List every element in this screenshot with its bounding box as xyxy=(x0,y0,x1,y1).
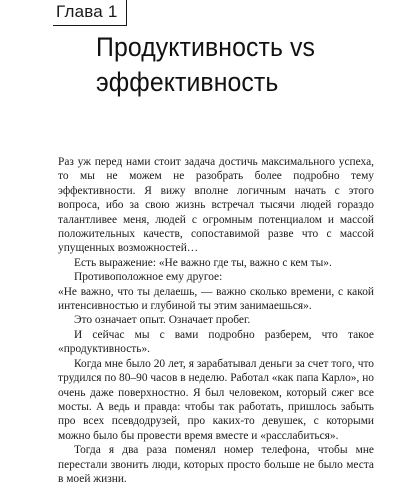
paragraph: Противоположное ему другое: xyxy=(74,271,223,284)
body-text xyxy=(58,155,374,486)
chapter-title-line-1: Продуктивность vs xyxy=(96,32,316,62)
paragraph: И сейчас мы с вами подробно разберем, что такое «продуктивность». xyxy=(58,328,374,356)
paragraph: Когда мне было 20 лет, я зарабатывал деньги за счет того, что трудился по 80–90 часов в неделю. Работал «как папа Карло», но очень даже поверхностно. Я был человеком, который сжег все мосты. А ведь и правда: чтобы так работать, пришлось забыть про всех псевдодрузей, про каких-то девушек, с которыми можно было бы провести время вместе и «расслабиться». xyxy=(58,357,374,442)
chapter-label: Глава 1 xyxy=(56,2,118,21)
paragraph: Раз уж перед нами стоит задача достичь максимального успеха, то мы не можем не разобрать более подробно тему эффективности. Я вижу вполне логичным начать с этого вопроса, ибо за свою жизнь встречал тысячи людей гораздо талантливее меня, людей с огромным потенциалом и массой положительных качеств, сопоставимой разве что с массой упущенных возможностей… xyxy=(58,156,374,255)
paragraph: Тогда я два раза поменял номер телефона, чтобы мне перестали звонить люди, которых просто больше не было места в моей жизни. xyxy=(58,444,374,485)
chapter-title xyxy=(96,30,354,100)
chapter-title-line-2: эффективность xyxy=(96,67,279,97)
paragraph: «Не важно, что ты делаешь, — важно сколько времени, с какой интенсивностью и глубиной ты этим занимаешься». xyxy=(58,285,374,313)
paragraph: Есть выражение: «Не важно где ты, важно с кем ты». xyxy=(74,256,332,269)
paragraph: Это означает опыт. Означает пробег. xyxy=(74,314,251,327)
